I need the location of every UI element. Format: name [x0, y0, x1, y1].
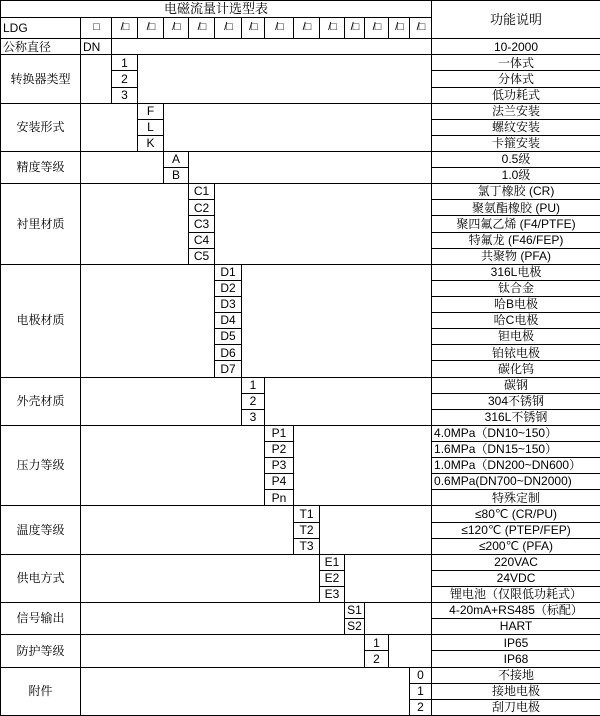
description-cell: 特氟龙 (F46/FEP) — [432, 232, 600, 248]
category-label-nominal-diameter: 公称直径 — [1, 39, 81, 55]
model-code-slot: /□ — [294, 18, 320, 39]
code-cell: C5 — [189, 248, 215, 264]
code-cell: T3 — [294, 538, 320, 554]
model-code-slot: /□ — [410, 18, 432, 39]
description-cell: 钛合金 — [432, 280, 600, 296]
description-cell: ≤120℃ (PTEP/FEP) — [432, 522, 600, 538]
code-cell: C4 — [189, 232, 215, 248]
description-cell: 0.5级 — [432, 152, 600, 168]
empty-spacer — [112, 39, 432, 55]
empty-spacer — [81, 635, 365, 667]
empty-spacer — [81, 667, 410, 715]
code-cell: T2 — [294, 522, 320, 538]
empty-spacer — [389, 635, 432, 667]
description-cell: ≤80℃ (CR/PU) — [432, 506, 600, 522]
description-cell: 哈B电极 — [432, 297, 600, 313]
model-code-slot: /□ — [215, 18, 242, 39]
empty-spacer — [138, 55, 432, 103]
code-cell: 0 — [410, 667, 432, 683]
description-cell: 304不锈钢 — [432, 393, 600, 409]
code-cell: 3 — [112, 87, 138, 103]
description-cell: 卡箍安装 — [432, 135, 600, 151]
code-cell: P1 — [265, 425, 294, 441]
description-cell: 接地电极 — [432, 683, 600, 699]
code-cell: E2 — [320, 570, 345, 586]
description-cell: 一体式 — [432, 55, 600, 71]
description-cell: 刮刀电极 — [432, 699, 600, 715]
empty-spacer — [81, 603, 345, 635]
code-cell: E1 — [320, 554, 345, 570]
description-cell: 特殊定制 — [432, 490, 600, 506]
code-cell: E3 — [320, 586, 345, 602]
category-label-accuracy-class: 精度等级 — [1, 152, 81, 184]
model-code-slot: /□ — [265, 18, 294, 39]
description-cell: 220VAC — [432, 554, 600, 570]
description-cell: 聚氨酯橡胶 (PU) — [432, 200, 600, 216]
model-code-slot: /□ — [242, 18, 265, 39]
description-cell: HART — [432, 619, 600, 635]
code-cell: P2 — [265, 441, 294, 457]
code-cell: B — [164, 168, 189, 184]
function-description-header: 功能说明 — [432, 1, 600, 39]
code-cell: F — [138, 103, 164, 119]
code-cell: P4 — [265, 474, 294, 490]
code-cell: D4 — [215, 313, 242, 329]
code-cell: C1 — [189, 184, 215, 200]
code-cell: 2 — [112, 71, 138, 87]
code-cell: 2 — [242, 393, 265, 409]
model-code-slot: /□ — [365, 18, 389, 39]
model-prefix-label: LDG — [1, 18, 81, 39]
description-cell: 碳钢 — [432, 377, 600, 393]
empty-spacer — [320, 506, 432, 554]
description-cell: 螺纹安装 — [432, 119, 600, 135]
description-cell: IP68 — [432, 651, 600, 667]
description-cell: 法兰安装 — [432, 103, 600, 119]
model-code-slot: /□ — [164, 18, 189, 39]
description-cell: 低功耗式 — [432, 87, 600, 103]
code-cell: A — [164, 152, 189, 168]
description-cell: 0.6MPa(DN700~DN2000) — [432, 474, 600, 490]
description-cell: 氯丁橡胶 (CR) — [432, 184, 600, 200]
category-label-housing-material: 外壳材质 — [1, 377, 81, 425]
description-cell: 共聚物 (PFA) — [432, 248, 600, 264]
description-cell: 316L电极 — [432, 264, 600, 280]
code-cell: 3 — [242, 409, 265, 425]
empty-spacer — [242, 264, 432, 377]
empty-spacer — [81, 377, 242, 425]
code-cell: DN — [81, 39, 112, 55]
code-cell: T1 — [294, 506, 320, 522]
category-label-installation-type: 安装形式 — [1, 103, 81, 151]
model-code-slot: /□ — [112, 18, 138, 39]
code-cell: D6 — [215, 345, 242, 361]
description-cell: 4-20mA+RS485（标配） — [432, 603, 600, 619]
model-code-slot: /□ — [189, 18, 215, 39]
category-label-pressure-rating: 压力等级 — [1, 425, 81, 506]
code-cell: D7 — [215, 361, 242, 377]
description-cell: 4.0MPa（DN10~150） — [432, 425, 600, 441]
description-cell: 1.6MPa（DN15~150） — [432, 441, 600, 457]
model-code-slot: /□ — [138, 18, 164, 39]
description-cell: 10-2000 — [432, 39, 600, 55]
code-cell: 2 — [365, 651, 389, 667]
empty-spacer — [164, 103, 432, 151]
description-cell: 钽电极 — [432, 329, 600, 345]
description-cell: ≤200℃ (PFA) — [432, 538, 600, 554]
description-cell: 分体式 — [432, 71, 600, 87]
empty-spacer — [81, 506, 294, 554]
empty-spacer — [365, 603, 432, 635]
description-cell: 不接地 — [432, 667, 600, 683]
category-label-accessories: 附件 — [1, 667, 81, 715]
category-label-lining-material: 衬里材质 — [1, 184, 81, 265]
model-code-slot: /□ — [345, 18, 365, 39]
empty-spacer — [189, 152, 432, 184]
empty-spacer — [81, 264, 215, 377]
description-cell: 铂铱电极 — [432, 345, 600, 361]
description-cell: 316L不锈钢 — [432, 409, 600, 425]
code-cell: C3 — [189, 216, 215, 232]
model-code-slot: /□ — [320, 18, 345, 39]
code-cell: 2 — [410, 699, 432, 715]
model-code-box: □ — [81, 18, 112, 39]
code-cell: C2 — [189, 200, 215, 216]
code-cell: D2 — [215, 280, 242, 296]
empty-spacer — [345, 554, 432, 602]
description-cell: 锂电池（仅限低功耗式） — [432, 586, 600, 602]
empty-spacer — [81, 152, 164, 184]
code-cell: P3 — [265, 458, 294, 474]
code-cell: L — [138, 119, 164, 135]
empty-spacer — [215, 184, 432, 265]
category-label-signal-output: 信号输出 — [1, 603, 81, 635]
empty-spacer — [81, 103, 138, 151]
empty-spacer — [294, 425, 432, 506]
code-cell: 1 — [242, 377, 265, 393]
description-cell: 1.0级 — [432, 168, 600, 184]
code-cell: K — [138, 135, 164, 151]
code-cell: S2 — [345, 619, 365, 635]
table-title: 电磁流量计选型表 — [1, 1, 432, 18]
code-cell: Pn — [265, 490, 294, 506]
description-cell: 哈C电极 — [432, 313, 600, 329]
description-cell: 聚四氟乙烯 (F4/PTFE) — [432, 216, 600, 232]
code-cell: S1 — [345, 603, 365, 619]
empty-spacer — [81, 55, 112, 103]
category-label-power-supply: 供电方式 — [1, 554, 81, 602]
empty-spacer — [81, 425, 265, 506]
code-cell: 1 — [365, 635, 389, 651]
empty-spacer — [81, 184, 189, 265]
category-label-converter-type: 转换器类型 — [1, 55, 81, 103]
model-code-slot: /□ — [389, 18, 410, 39]
empty-spacer — [81, 554, 320, 602]
description-cell: IP65 — [432, 635, 600, 651]
code-cell: 1 — [410, 683, 432, 699]
code-cell: D3 — [215, 297, 242, 313]
category-label-protection-rating: 防护等级 — [1, 635, 81, 667]
category-label-electrode-material: 电极材质 — [1, 264, 81, 377]
description-cell: 碳化钨 — [432, 361, 600, 377]
code-cell: D5 — [215, 329, 242, 345]
description-cell: 1.0MPa（DN200~DN600） — [432, 458, 600, 474]
category-label-temperature-rating: 温度等级 — [1, 506, 81, 554]
code-cell: 1 — [112, 55, 138, 71]
code-cell: D1 — [215, 264, 242, 280]
description-cell: 24VDC — [432, 570, 600, 586]
empty-spacer — [265, 377, 432, 425]
